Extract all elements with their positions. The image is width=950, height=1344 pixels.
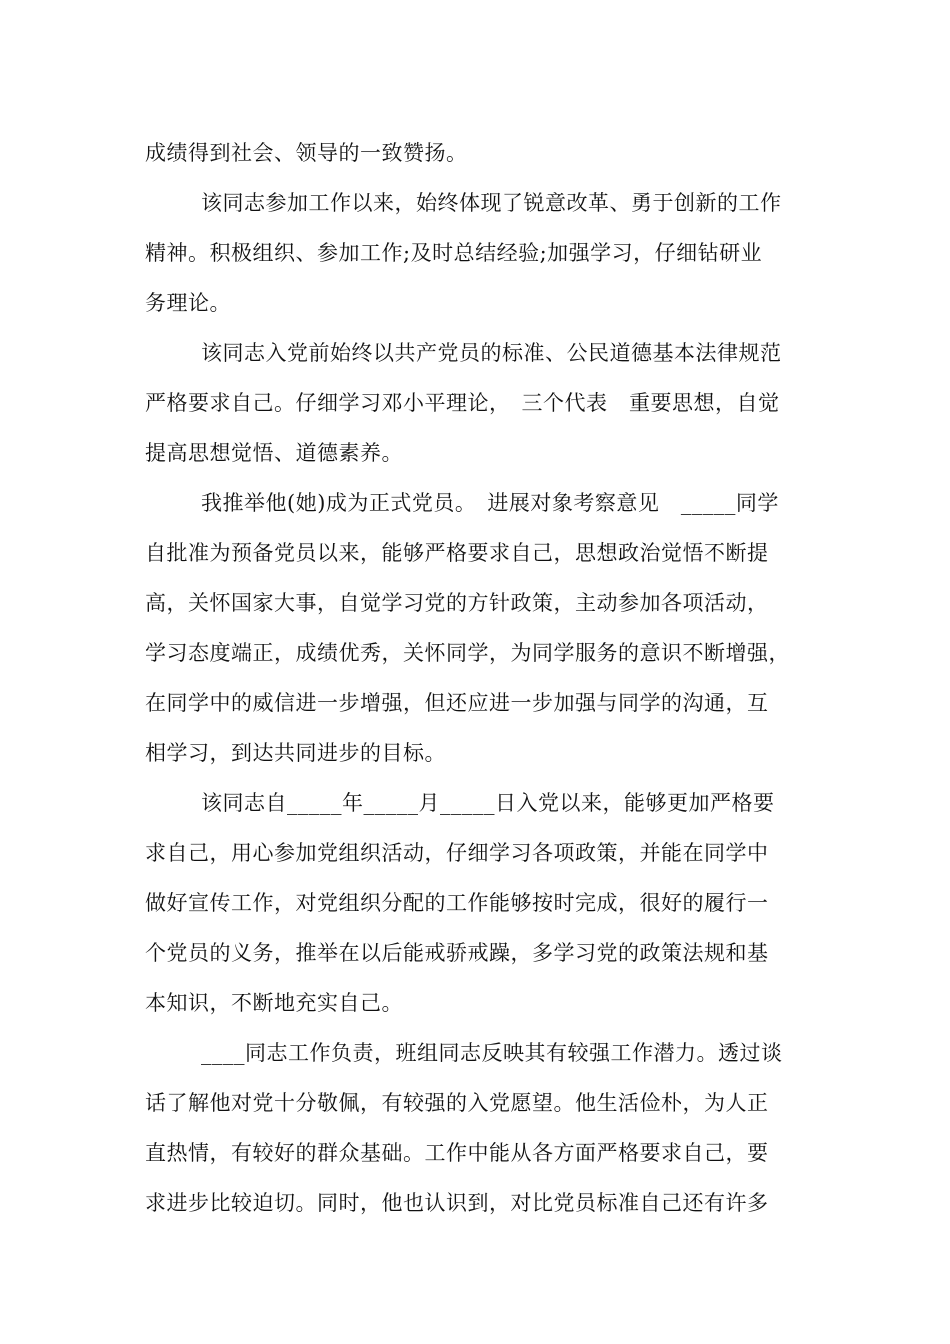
text-line: 本知识，不断地充实自己。	[145, 991, 403, 1015]
text-line: 做好宣传工作，对党组织分配的工作能够按时完成，很好的履行一	[145, 891, 769, 915]
text-line: 精神。积极组织、参加工作;及时总结经验;加强学习，仔细钻研业	[145, 241, 763, 265]
text-line: 成绩得到社会、领导的一致赞扬。	[145, 141, 468, 165]
document-body	[145, 128, 825, 1228]
text-line: 高，关怀国家大事，自觉学习党的方针政策，主动参加各项活动，	[145, 591, 769, 615]
text-line: 求自己，用心参加党组织活动，仔细学习各项政策，并能在同学中	[145, 841, 769, 865]
text-line: 务理论。	[145, 291, 231, 315]
text-line: 严格要求自己。仔细学习邓小平理论， 三个代表 重要思想，自觉	[145, 391, 780, 415]
text-line: 学习态度端正，成绩优秀，关怀同学，为同学服务的意识不断增强，	[145, 641, 790, 665]
text-line: 该同志参加工作以来，始终体现了锐意改革、勇于创新的工作	[201, 191, 782, 215]
text-line: 该同志自_____年_____月_____日入党以来，能够更加严格要	[201, 791, 775, 815]
text-line: 直热情，有较好的群众基础。工作中能从各方面严格要求自己，要	[145, 1141, 769, 1165]
text-line: 我推举他(她)成为正式党员。 进展对象考察意见 _____同学	[201, 491, 779, 515]
text-line: 自批准为预备党员以来，能够严格要求自己，思想政治觉悟不断提	[145, 541, 769, 565]
text-line: 该同志入党前始终以共产党员的标准、公民道德基本法律规范	[201, 341, 782, 365]
text-line: 求进步比较迫切。同时，他也认识到，对比党员标准自己还有许多	[145, 1191, 769, 1215]
text-line: 个党员的义务，推举在以后能戒骄戒躁，多学习党的政策法规和基	[145, 941, 769, 965]
text-line: ____同志工作负责，班组同志反映其有较强工作潜力。透过谈	[201, 1041, 783, 1065]
text-line: 提高思想觉悟、道德素养。	[145, 441, 403, 465]
text-line: 在同学中的威信进一步增强，但还应进一步加强与同学的沟通，互	[145, 691, 769, 715]
text-line: 话了解他对党十分敬佩，有较强的入党愿望。他生活俭朴，为人正	[145, 1091, 769, 1115]
text-line: 相学习，到达共同进步的目标。	[145, 741, 446, 765]
